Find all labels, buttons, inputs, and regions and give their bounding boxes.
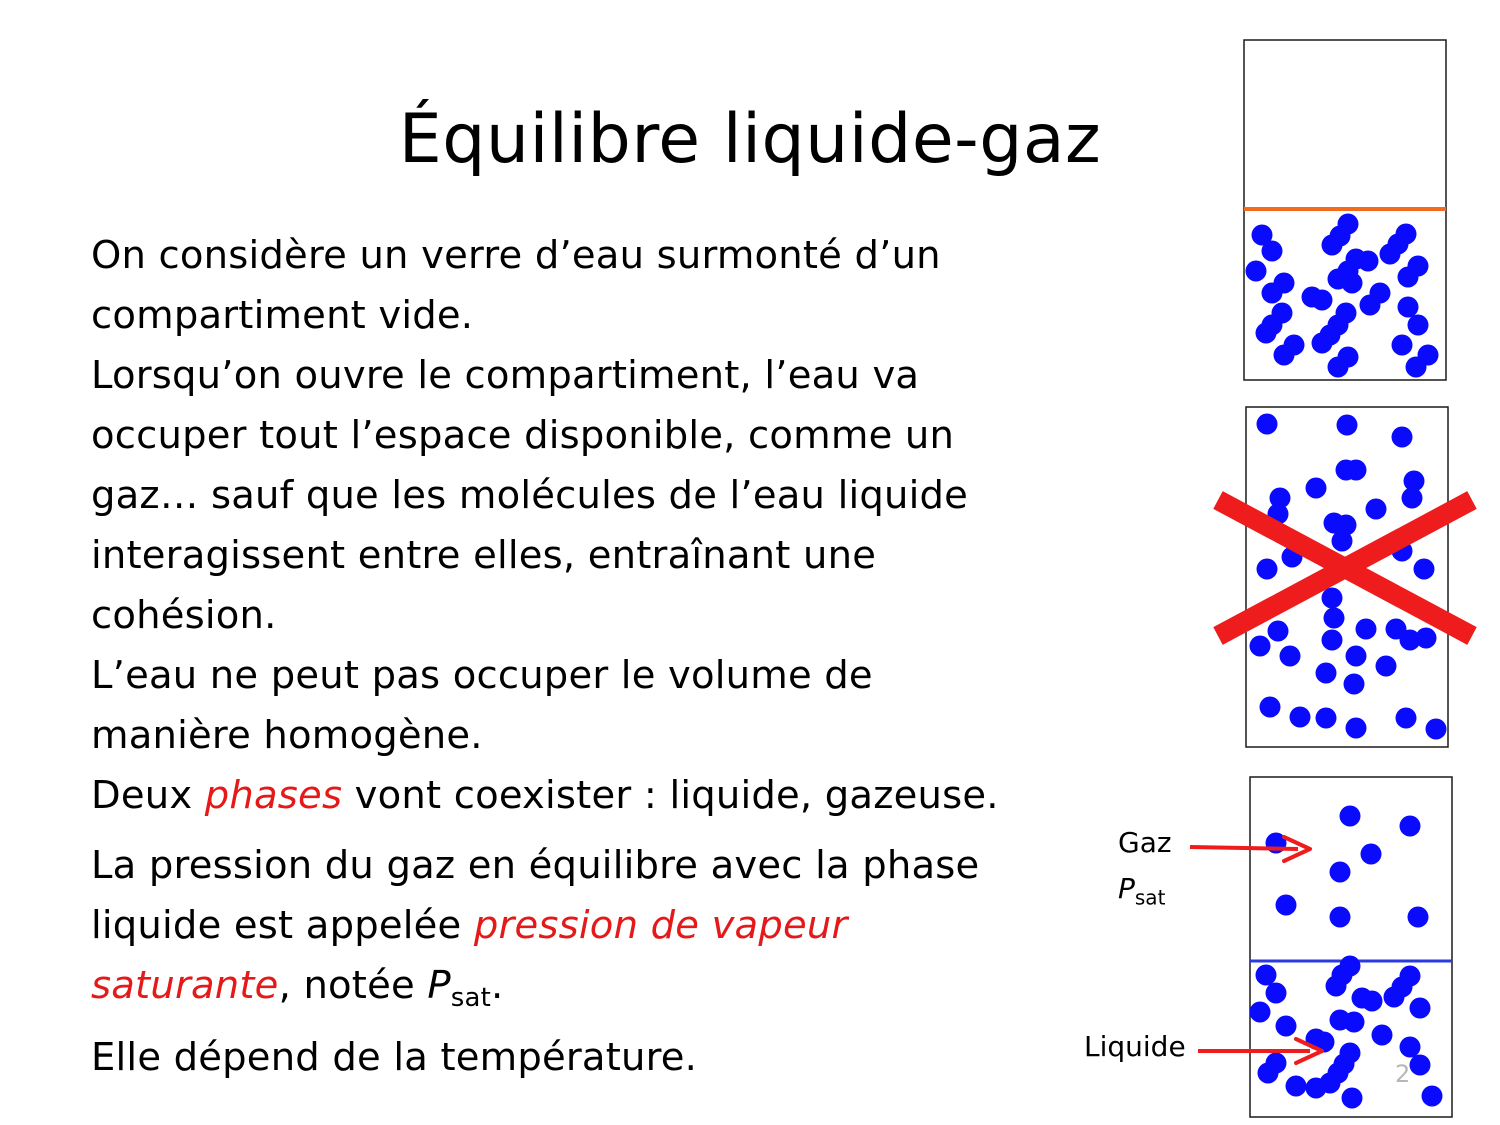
molecule-dot — [1426, 719, 1447, 740]
molecule-dot — [1392, 427, 1413, 448]
molecule-dot — [1322, 630, 1343, 651]
label-liquid: Liquide — [1084, 1030, 1186, 1063]
molecule-dot — [1422, 1086, 1443, 1107]
text-line: L’eau ne peut pas occuper le volume de — [91, 653, 873, 698]
psat-subscript: sat — [1134, 885, 1166, 910]
molecule-dot — [1276, 1016, 1297, 1037]
molecule-dot — [1408, 907, 1429, 928]
molecule-dot — [1256, 323, 1277, 344]
emphasis-phases: phases — [204, 773, 343, 818]
text-line: compartiment vide. — [91, 293, 474, 338]
molecule-dot — [1312, 290, 1333, 311]
molecule-dot — [1330, 907, 1351, 928]
molecule-dot — [1400, 816, 1421, 837]
emphasis-saturante: saturante — [91, 963, 279, 1008]
liquid-molecules — [1246, 214, 1439, 378]
molecule-dot — [1257, 414, 1278, 435]
label-gas: Gaz — [1118, 826, 1172, 859]
molecule-dot — [1398, 297, 1419, 318]
molecule-dot — [1410, 998, 1431, 1019]
molecule-dot — [1356, 619, 1377, 640]
molecule-dot — [1406, 357, 1427, 378]
molecule-dot — [1358, 251, 1379, 272]
text-line: occuper tout l’espace disponible, comme un — [91, 413, 955, 458]
panel-coexistence — [1190, 777, 1452, 1117]
molecule-dot — [1262, 241, 1283, 262]
molecule-dot — [1276, 895, 1297, 916]
molecule-dot — [1330, 862, 1351, 883]
molecule-dot — [1392, 335, 1413, 356]
text-line: interagissent entre elles, entraînant une — [91, 533, 877, 578]
molecule-dot — [1340, 806, 1361, 827]
psat-symbol: P — [1118, 872, 1135, 905]
text-line: Lorsqu’on ouvre le compartiment, l’eau va — [91, 353, 920, 398]
molecule-dot — [1384, 987, 1405, 1008]
text-line: Elle dépend de la température. — [91, 1035, 698, 1080]
arrow-icon — [1198, 1039, 1322, 1063]
psat-symbol: P — [427, 963, 451, 1008]
panel-initial — [1244, 40, 1446, 380]
molecule-dot — [1316, 708, 1337, 729]
molecule-dot — [1274, 345, 1295, 366]
molecule-dot — [1326, 976, 1347, 997]
text-run: . — [491, 963, 504, 1008]
molecule-dot — [1266, 983, 1287, 1004]
text-run: vont coexister : liquide, gazeuse. — [342, 773, 999, 818]
molecule-dot — [1346, 646, 1367, 667]
molecule-dot — [1246, 261, 1267, 282]
page-number: 2 — [1395, 1060, 1411, 1088]
text-line: manière homogène. — [91, 713, 483, 758]
molecule-dot — [1306, 1078, 1327, 1099]
molecule-dot — [1408, 256, 1429, 277]
molecule-dot — [1337, 415, 1358, 436]
molecule-dot — [1344, 674, 1365, 695]
molecule-dot — [1416, 628, 1437, 649]
molecule-dot — [1346, 460, 1367, 481]
molecule-dot — [1250, 636, 1271, 657]
molecule-dot — [1258, 1063, 1279, 1084]
molecule-dot — [1260, 697, 1281, 718]
text-line: On considère un verre d’eau surmonté d’un — [91, 233, 941, 278]
molecule-dot — [1250, 1002, 1271, 1023]
text-line: cohésion. — [91, 593, 277, 638]
molecule-dot — [1402, 488, 1423, 509]
molecule-dot — [1280, 646, 1301, 667]
molecule-dot — [1256, 965, 1277, 986]
molecule-dot — [1344, 1012, 1365, 1033]
psat-subscript: sat — [450, 983, 492, 1013]
molecule-dot — [1316, 663, 1337, 684]
text-run: , notée — [278, 963, 428, 1008]
molecule-dot — [1290, 707, 1311, 728]
molecule-dot — [1362, 991, 1383, 1012]
molecule-dot — [1346, 718, 1367, 739]
molecule-dot — [1396, 708, 1417, 729]
text-run: liquide est appelée — [91, 903, 474, 948]
molecule-dot — [1361, 844, 1382, 865]
molecule-dot — [1332, 531, 1353, 552]
molecule-dot — [1268, 621, 1289, 642]
molecule-dot — [1312, 333, 1333, 354]
text-run: Deux — [91, 773, 205, 818]
molecule-dot — [1328, 357, 1349, 378]
molecule-dot — [1257, 559, 1278, 580]
molecule-dot — [1324, 608, 1345, 629]
molecule-dot — [1322, 588, 1343, 609]
molecule-dot — [1400, 1037, 1421, 1058]
text-line: La pression du gaz en équilibre avec la phase — [91, 843, 980, 888]
molecule-dot — [1286, 1076, 1307, 1097]
molecule-dot — [1410, 1055, 1431, 1076]
molecule-dot — [1322, 235, 1343, 256]
molecule-dot — [1366, 499, 1387, 520]
molecule-dot — [1372, 1025, 1393, 1046]
text-line: gaz… sauf que les molécules de l’eau liquide — [91, 473, 969, 518]
molecule-dot — [1408, 315, 1429, 336]
molecule-dot — [1342, 1088, 1363, 1109]
emphasis-pression: pression de vapeur — [473, 903, 848, 948]
molecule-dot — [1360, 295, 1381, 316]
molecule-dot — [1262, 283, 1283, 304]
molecule-dot — [1376, 656, 1397, 677]
coexisting-molecules — [1250, 806, 1443, 1109]
molecule-dot — [1342, 273, 1363, 294]
molecule-dot — [1380, 244, 1401, 265]
panel-homogeneous — [1218, 407, 1472, 747]
molecule-dot — [1414, 559, 1435, 580]
slide-title: Équilibre liquide-gaz — [398, 100, 1102, 179]
label-psat — [1118, 872, 1165, 915]
molecule-dot — [1306, 478, 1327, 499]
